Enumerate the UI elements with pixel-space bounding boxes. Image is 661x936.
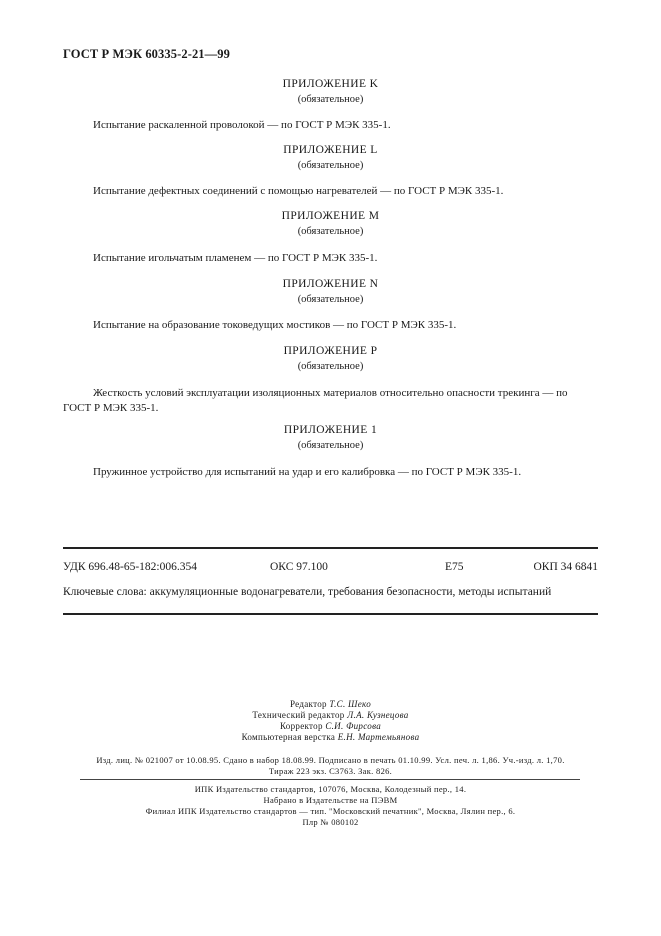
appendix-n-title: ПРИЛОЖЕНИЕ N	[282, 278, 379, 290]
appendix-m-title: ПРИЛОЖЕНИЕ M	[281, 210, 380, 222]
appendix-1-status: (обязательное)	[297, 440, 364, 451]
appendix-l-title: ПРИЛОЖЕНИЕ L	[283, 144, 378, 156]
bottom-rule	[63, 613, 598, 615]
corrector-line: Корректор С.И. Фирсова	[279, 721, 382, 731]
top-rule	[63, 547, 598, 549]
okp-code: ОКП 34 6841	[533, 561, 598, 573]
imprint-divider	[80, 779, 580, 780]
appendix-p-title: ПРИЛОЖЕНИЕ P	[283, 345, 378, 357]
oks-code: ОКС 97.100	[270, 561, 328, 573]
appendix-1-text: Пружинное устройство для испытаний на удар и его калибровка — по ГОСТ Р МЭК 335-1.	[93, 466, 522, 478]
tech-editor-line: Технический редактор Л.А. Кузнецова	[252, 710, 409, 720]
imprint-line-3: ИПК Издательство стандартов, 107076, Москва, Колодезный пер., 14.	[194, 784, 467, 794]
keywords: Ключевые слова: аккумуляционные водонагреватели, требования безопасности, методы испытаний	[63, 586, 552, 598]
appendix-l-text: Испытание дефектных соединений с помощью нагревателей — по ГОСТ Р МЭК 335-1.	[93, 185, 504, 197]
imprint-line-1: Изд. лиц. № 021007 от 10.08.95. Сдано в набор 18.08.99. Подписано в печать 01.10.99. Усл. печ. л. 1,86. Уч.-изд. л. 1,70.	[96, 755, 565, 765]
imprint-line-2: Тираж 223 экз. С3763. Зак. 826.	[268, 766, 393, 776]
layout-line: Компьютерная верстка Е.Н. Мартемьянова	[241, 732, 420, 742]
appendix-m-text: Испытание игольчатым пламенем — по ГОСТ Р МЭК 335-1.	[93, 252, 378, 264]
appendix-p-status: (обязательное)	[297, 361, 364, 372]
appendix-k-status: (обязательное)	[297, 94, 364, 105]
appendix-p-text: Жесткость условий эксплуатации изоляционных материалов относительно опасности трекинга — по ГОСТ Р МЭК 335-1.	[63, 387, 568, 414]
imprint-line-5: Филиал ИПК Издательство стандартов — тип. "Московский печатник", Москва, Лялин пер., 6.	[145, 806, 516, 816]
appendix-n-text: Испытание на образование токоведущих мостиков — по ГОСТ Р МЭК 335-1.	[93, 319, 457, 331]
imprint-line-4: Набрано в Издательстве на ПЭВМ	[263, 795, 398, 805]
imprint-line-6: Плр № 080102	[302, 817, 359, 827]
appendix-k-text: Испытание раскаленной проволокой — по ГОСТ Р МЭК 335-1.	[93, 119, 391, 131]
appendix-n-status: (обязательное)	[297, 294, 364, 305]
editor-line: Редактор Т.С. Шеко	[289, 699, 371, 709]
appendix-k-title: ПРИЛОЖЕНИЕ K	[282, 78, 379, 90]
group-code: Е75	[445, 561, 464, 573]
appendix-m-status: (обязательное)	[297, 226, 364, 237]
standard-header: ГОСТ Р МЭК 60335-2-21—99	[63, 47, 230, 61]
udk-code: УДК 696.48-65-182:006.354	[63, 561, 197, 573]
appendix-l-status: (обязательное)	[297, 160, 364, 171]
appendix-1-title: ПРИЛОЖЕНИЕ 1	[283, 424, 378, 436]
